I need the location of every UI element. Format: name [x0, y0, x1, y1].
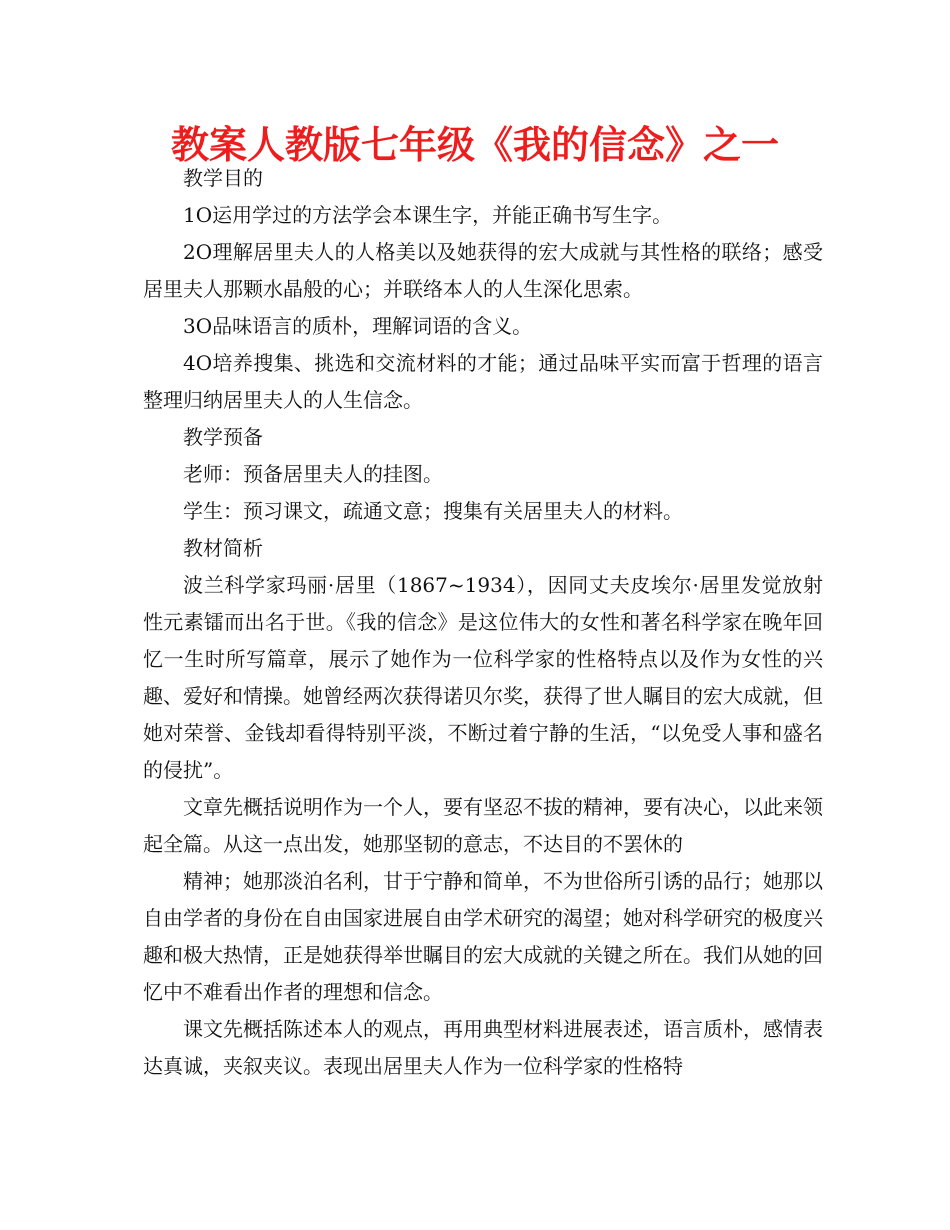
paragraph: 2O理解居里夫人的人格美以及她获得的宏大成就与其性格的联络；感受居里夫人那颗水晶般的心；并联络本人的人生深化思索。	[143, 240, 823, 301]
paragraph: 老师：预备居里夫人的挂图。	[183, 462, 443, 486]
document-body	[143, 160, 823, 1085]
paragraph: 1O运用学过的方法学会本课生字，并能正确书写生字。	[183, 203, 673, 227]
section-heading-analysis: 教材简析	[183, 536, 263, 560]
paragraph: 学生：预习课文，疏通文意；搜集有关居里夫人的材料。	[183, 499, 683, 523]
section-heading-objectives: 教学目的	[183, 166, 263, 190]
paragraph: 波兰科学家玛丽·居里（1867~1934），因同丈夫皮埃尔·居里发觉放射性元素镭而出名于世。《我的信念》是这位伟大的女性和著名科学家在晚年回忆一生时所写篇章，展示了她作为一位科学家的性格特点以及作为女性的兴趣、爱好和情操。她曾经两次获得诺贝尔奖，获得了世人瞩目的宏大成就，但她对荣誉、金钱却看得特别平淡，不断过着宁静的生活，“以免受人事和盛名的侵扰”。	[143, 573, 823, 782]
paragraph: 4O培养搜集、挑选和交流材料的才能；通过品味平实而富于哲理的语言整理归纳居里夫人的人生信念。	[143, 351, 823, 412]
section-heading-preparation: 教学预备	[183, 425, 263, 449]
paragraph: 3O品味语言的质朴，理解词语的含义。	[183, 314, 533, 338]
paragraph: 课文先概括陈述本人的观点，再用典型材料进展表述，语言质朴，感情表达真诚，夹叙夹议。表现出居里夫人作为一位科学家的性格特	[143, 1017, 823, 1078]
document-title: 教案人教版七年级《我的信念》之一	[170, 123, 779, 167]
paragraph: 文章先概括说明作为一个人，要有坚忍不拔的精神，要有决心，以此来领起全篇。从这一点出发，她那坚韧的意志，不达目的不罢休的	[143, 795, 823, 856]
paragraph: 精神；她那淡泊名利，甘于宁静和简单，不为世俗所引诱的品行；她那以自由学者的身份在自由国家进展自由学术研究的渴望；她对科学研究的极度兴趣和极大热情，正是她获得举世瞩目的宏大成就的关键之所在。我们从她的回忆中不难看出作者的理想和信念。	[143, 869, 823, 1004]
